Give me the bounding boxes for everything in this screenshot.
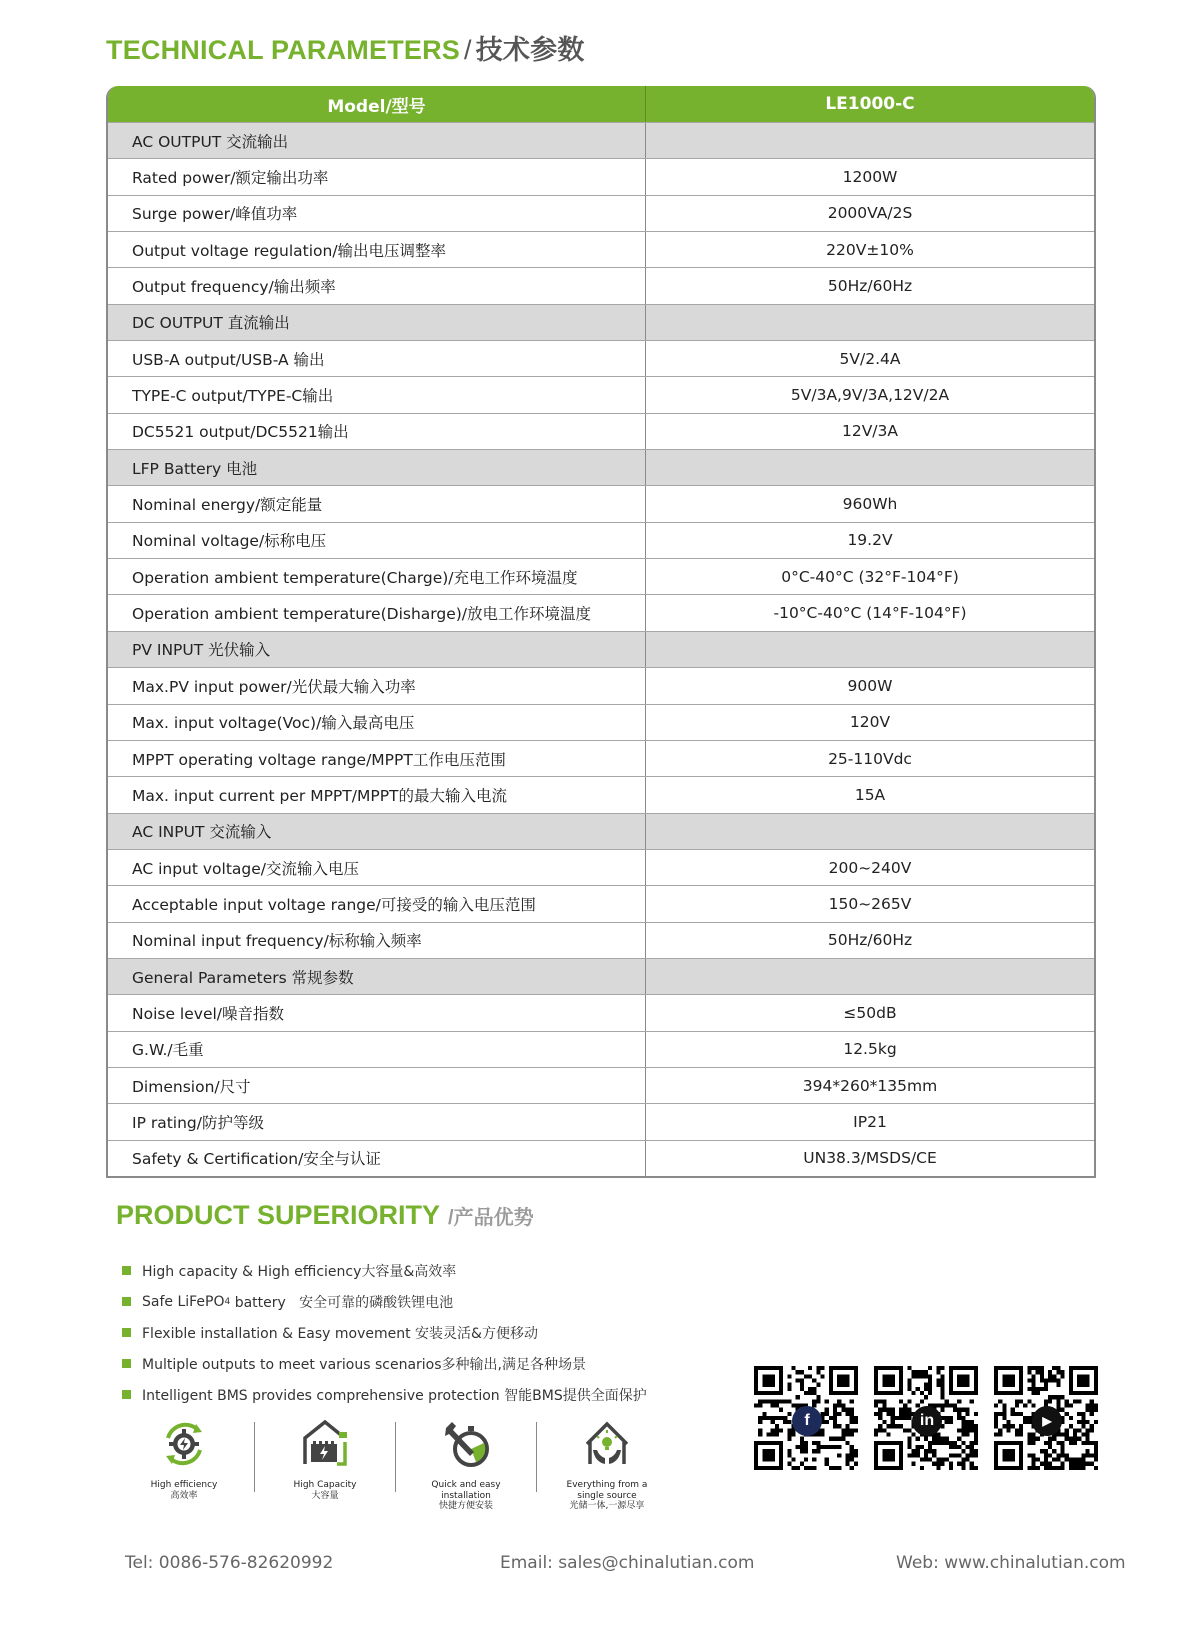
table-row bbox=[108, 376, 1094, 412]
param-name: AC INPUT 交流输入 bbox=[108, 814, 646, 849]
superiority-list bbox=[122, 1255, 647, 1410]
table-row bbox=[108, 1140, 1094, 1176]
param-name: USB-A output/USB-A 输出 bbox=[108, 341, 646, 376]
feature-icons bbox=[124, 1416, 667, 1512]
table-row bbox=[108, 885, 1094, 921]
table-row bbox=[108, 667, 1094, 703]
param-value: 150~265V bbox=[828, 894, 912, 913]
param-value: 19.2V bbox=[847, 531, 893, 550]
param-name: DC OUTPUT 直流输出 bbox=[108, 305, 646, 340]
table-row bbox=[108, 231, 1094, 267]
table-section-row bbox=[108, 449, 1094, 485]
feature-single-source: Everything from a single source 光储一体,一源尽享 bbox=[547, 1416, 667, 1512]
qr-code-linkedin[interactable] bbox=[874, 1366, 978, 1470]
wrench-stopwatch-icon bbox=[438, 1416, 494, 1472]
table-row bbox=[108, 485, 1094, 521]
list-item: Flexible installation & Easy movement 安装灵活&方便移动 bbox=[122, 1317, 647, 1348]
param-value: UN38.3/MSDS/CE bbox=[803, 1149, 937, 1168]
title-separator: / bbox=[464, 35, 472, 65]
table-section-row bbox=[108, 122, 1094, 158]
param-name: LFP Battery 电池 bbox=[108, 450, 646, 485]
qr-code-youtube[interactable] bbox=[994, 1366, 1098, 1470]
superiority-title-zh: /产品优势 bbox=[448, 1207, 534, 1229]
table-header-row bbox=[108, 86, 1094, 122]
table-row bbox=[108, 704, 1094, 740]
divider bbox=[254, 1422, 255, 1492]
table-section-row bbox=[108, 304, 1094, 340]
table-row bbox=[108, 1031, 1094, 1067]
param-name: Operation ambient temperature(Charge)/充电工作环境温度 bbox=[108, 559, 646, 594]
feature-quick-install: Quick and easy installation 快捷方便安装 bbox=[406, 1416, 526, 1512]
param-value: 0°C-40°C (32°F-104°F) bbox=[781, 567, 959, 586]
param-name: Nominal energy/额定能量 bbox=[108, 486, 646, 521]
param-name: Max.PV input power/光伏最大输入功率 bbox=[108, 668, 646, 703]
param-value: 120V bbox=[849, 713, 891, 732]
qr-code-facebook[interactable] bbox=[754, 1366, 858, 1470]
superiority-title-en: PRODUCT SUPERIORITY bbox=[116, 1200, 441, 1230]
table-row bbox=[108, 340, 1094, 376]
param-value: 5V/2.4A bbox=[839, 349, 901, 368]
list-item: Safe LiFePO 4 battery 安全可靠的磷酸铁锂电池 bbox=[122, 1286, 647, 1317]
param-value: 1200W bbox=[842, 168, 898, 187]
table-row bbox=[108, 1103, 1094, 1139]
header-model-value: LE1000-C bbox=[825, 94, 915, 114]
param-name: AC input voltage/交流输入电压 bbox=[108, 850, 646, 885]
table-row bbox=[108, 158, 1094, 194]
list-item: Intelligent BMS provides comprehensive protection 智能BMS提供全面保护 bbox=[122, 1379, 647, 1410]
param-value: -10°C-40°C (14°F-104°F) bbox=[773, 604, 967, 623]
param-name: General Parameters 常规参数 bbox=[108, 959, 646, 994]
param-value: 960Wh bbox=[842, 495, 898, 514]
param-value: 200~240V bbox=[828, 858, 912, 877]
bullet-square-icon bbox=[122, 1297, 131, 1306]
footer-tel: Tel: 0086-576-82620992 bbox=[125, 1553, 334, 1573]
param-name: PV INPUT 光伏输入 bbox=[108, 632, 646, 667]
table-row bbox=[108, 1067, 1094, 1103]
param-name: MPPT operating voltage range/MPPT工作电压范围 bbox=[108, 741, 646, 776]
table-row bbox=[108, 413, 1094, 449]
table-section-row bbox=[108, 631, 1094, 667]
param-name: Output voltage regulation/输出电压调整率 bbox=[108, 232, 646, 267]
param-value: 15A bbox=[854, 785, 886, 804]
param-name: Dimension/尺寸 bbox=[108, 1068, 646, 1103]
param-name: Safety & Certification/安全与认证 bbox=[108, 1141, 646, 1176]
footer-email[interactable]: Email: sales@chinalutian.com bbox=[500, 1553, 755, 1573]
table-row bbox=[108, 558, 1094, 594]
spec-table bbox=[106, 86, 1096, 1178]
social-qr-codes bbox=[754, 1366, 1098, 1470]
param-name: Nominal voltage/标称电压 bbox=[108, 523, 646, 558]
table-row bbox=[108, 994, 1094, 1030]
house-bulb-hands-icon bbox=[579, 1416, 635, 1472]
header-model-label: Model/型号 bbox=[108, 86, 646, 122]
param-name: Rated power/额定输出功率 bbox=[108, 159, 646, 194]
feature-high-capacity: High Capacity 大容量 bbox=[265, 1416, 385, 1501]
param-value: 25-110Vdc bbox=[828, 749, 912, 768]
table-row bbox=[108, 740, 1094, 776]
youtube-icon: ▶ bbox=[1032, 1406, 1062, 1436]
param-name: AC OUTPUT 交流输出 bbox=[108, 123, 646, 158]
table-row bbox=[108, 776, 1094, 812]
table-row bbox=[108, 267, 1094, 303]
footer-web[interactable]: Web: www.chinalutian.com bbox=[896, 1553, 1126, 1573]
param-value: ≤50dB bbox=[843, 1003, 897, 1022]
param-value: 900W bbox=[847, 676, 893, 695]
facebook-icon: f bbox=[792, 1406, 822, 1436]
bullet-square-icon bbox=[122, 1359, 131, 1368]
param-value bbox=[646, 632, 1094, 667]
param-value: 5V/3A,9V/3A,12V/2A bbox=[790, 386, 950, 405]
divider bbox=[536, 1422, 537, 1492]
param-value: 50Hz/60Hz bbox=[827, 277, 913, 296]
table-section-row bbox=[108, 813, 1094, 849]
param-value: 12V/3A bbox=[841, 422, 898, 441]
table-section-row bbox=[108, 958, 1094, 994]
table-row bbox=[108, 849, 1094, 885]
param-value bbox=[646, 959, 1094, 994]
gear-lightning-cycle-icon bbox=[156, 1416, 212, 1472]
superiority-title bbox=[116, 1200, 534, 1231]
param-value: 2000VA/2S bbox=[827, 204, 913, 223]
table-row bbox=[108, 594, 1094, 630]
list-item: High capacity & High efficiency大容量&高效率 bbox=[122, 1255, 647, 1286]
param-name: IP rating/防护等级 bbox=[108, 1104, 646, 1139]
title-en: TECHNICAL PARAMETERS bbox=[106, 35, 461, 65]
param-name: DC5521 output/DC5521输出 bbox=[108, 414, 646, 449]
divider bbox=[395, 1422, 396, 1492]
param-value: 394*260*135mm bbox=[802, 1076, 938, 1095]
linkedin-icon: in bbox=[912, 1406, 942, 1436]
table-row bbox=[108, 522, 1094, 558]
param-value bbox=[646, 123, 1094, 158]
bullet-square-icon bbox=[122, 1390, 131, 1399]
house-battery-plug-icon bbox=[297, 1416, 353, 1472]
param-name: Noise level/噪音指数 bbox=[108, 995, 646, 1030]
param-name: Operation ambient temperature(Disharge)/放电工作环境温度 bbox=[108, 595, 646, 630]
table-row bbox=[108, 195, 1094, 231]
param-value bbox=[646, 814, 1094, 849]
page-title bbox=[106, 28, 585, 67]
param-value: IP21 bbox=[853, 1112, 887, 1131]
param-value bbox=[646, 305, 1094, 340]
param-name: Acceptable input voltage range/可接受的输入电压范围 bbox=[108, 886, 646, 921]
bullet-square-icon bbox=[122, 1328, 131, 1337]
param-name: TYPE-C output/TYPE-C输出 bbox=[108, 377, 646, 412]
param-value: 50Hz/60Hz bbox=[827, 931, 913, 950]
param-name: Max. input voltage(Voc)/输入最高电压 bbox=[108, 705, 646, 740]
param-name: Surge power/峰值功率 bbox=[108, 196, 646, 231]
feature-high-efficiency: High efficiency 高效率 bbox=[124, 1416, 244, 1501]
param-name: Nominal input frequency/标称输入频率 bbox=[108, 923, 646, 958]
param-name: Output frequency/输出频率 bbox=[108, 268, 646, 303]
param-name: G.W./毛重 bbox=[108, 1032, 646, 1067]
param-value: 220V±10% bbox=[826, 240, 914, 259]
list-item: Multiple outputs to meet various scenarios多种输出,满足各种场景 bbox=[122, 1348, 647, 1379]
param-value: 12.5kg bbox=[843, 1040, 897, 1059]
bullet-square-icon bbox=[122, 1266, 131, 1275]
table-row bbox=[108, 922, 1094, 958]
param-value bbox=[646, 450, 1094, 485]
param-name: Max. input current per MPPT/MPPT的最大输入电流 bbox=[108, 777, 646, 812]
title-zh: 技术参数 bbox=[475, 35, 585, 65]
